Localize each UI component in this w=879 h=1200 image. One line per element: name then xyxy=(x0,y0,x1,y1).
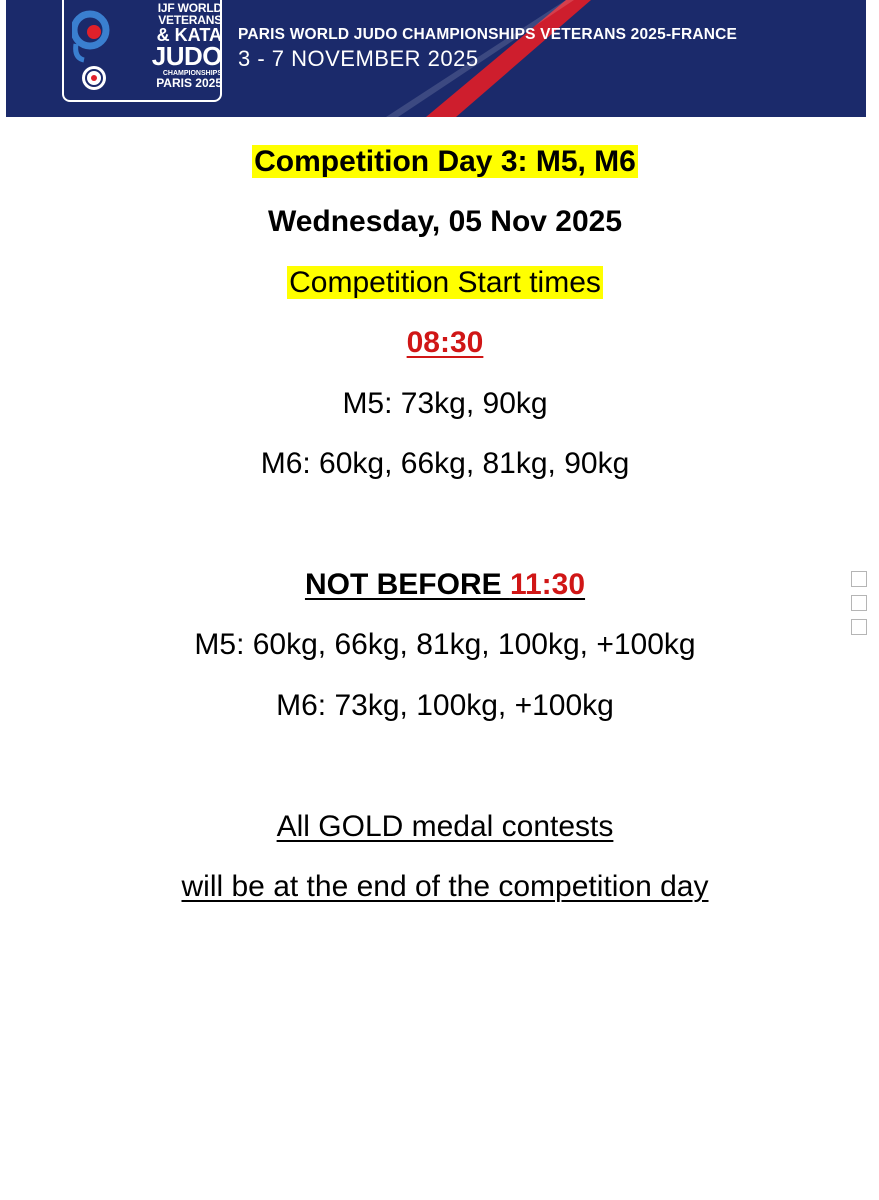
judoka-icon xyxy=(72,8,112,92)
start-times-label: Competition Start times xyxy=(289,266,601,299)
not-before-prefix: NOT BEFORE xyxy=(304,568,510,601)
event-title: PARIS WORLD JUDO CHAMPIONSHIPS VETERANS 2025-FRANCE xyxy=(238,26,738,43)
side-checkbox[interactable] xyxy=(851,571,867,587)
header-banner xyxy=(6,0,866,117)
second-session-m5: M5: 60kg, 66kg, 81kg, 100kg, +100kg xyxy=(194,628,696,661)
competition-date: Wednesday, 05 Nov 2025 xyxy=(267,205,623,238)
not-before-label xyxy=(305,568,585,601)
logo-line-ijf-world: IJF WORLD xyxy=(157,1,222,15)
logo-line-judo: JUDO xyxy=(151,41,222,71)
second-session-m6: M6: 73kg, 100kg, +100kg xyxy=(276,689,614,722)
first-session-m5: M5: 73kg, 90kg xyxy=(342,387,548,420)
logo-line-paris: PARIS 2025 xyxy=(156,76,222,90)
side-checkbox[interactable] xyxy=(851,619,867,635)
logo-wordmark xyxy=(126,2,222,89)
second-session-time: 11:30 xyxy=(509,568,586,601)
side-checkbox-group xyxy=(851,571,869,643)
first-session-time: 08:30 xyxy=(406,326,484,359)
gold-note-line1: All GOLD medal contests xyxy=(276,810,614,843)
second-session-heading xyxy=(0,565,879,605)
start-times-label-row xyxy=(0,263,879,303)
gold-note-line2: will be at the end of the competition day xyxy=(181,870,709,903)
logo-line-veterans: VETERANS xyxy=(158,13,222,27)
competition-day-heading xyxy=(0,142,879,182)
competition-day-text: Competition Day 3: M5, M6 xyxy=(254,145,636,178)
event-dates: 3 - 7 NOVEMBER 2025 xyxy=(238,46,479,71)
logo-line-championships: CHAMPIONSHIPS xyxy=(162,70,222,77)
first-session-m6: M6: 60kg, 66kg, 81kg, 90kg xyxy=(260,447,630,480)
side-checkbox[interactable] xyxy=(851,595,867,611)
championship-logo xyxy=(62,0,222,102)
logo-line-kata: & KATA xyxy=(156,25,222,45)
